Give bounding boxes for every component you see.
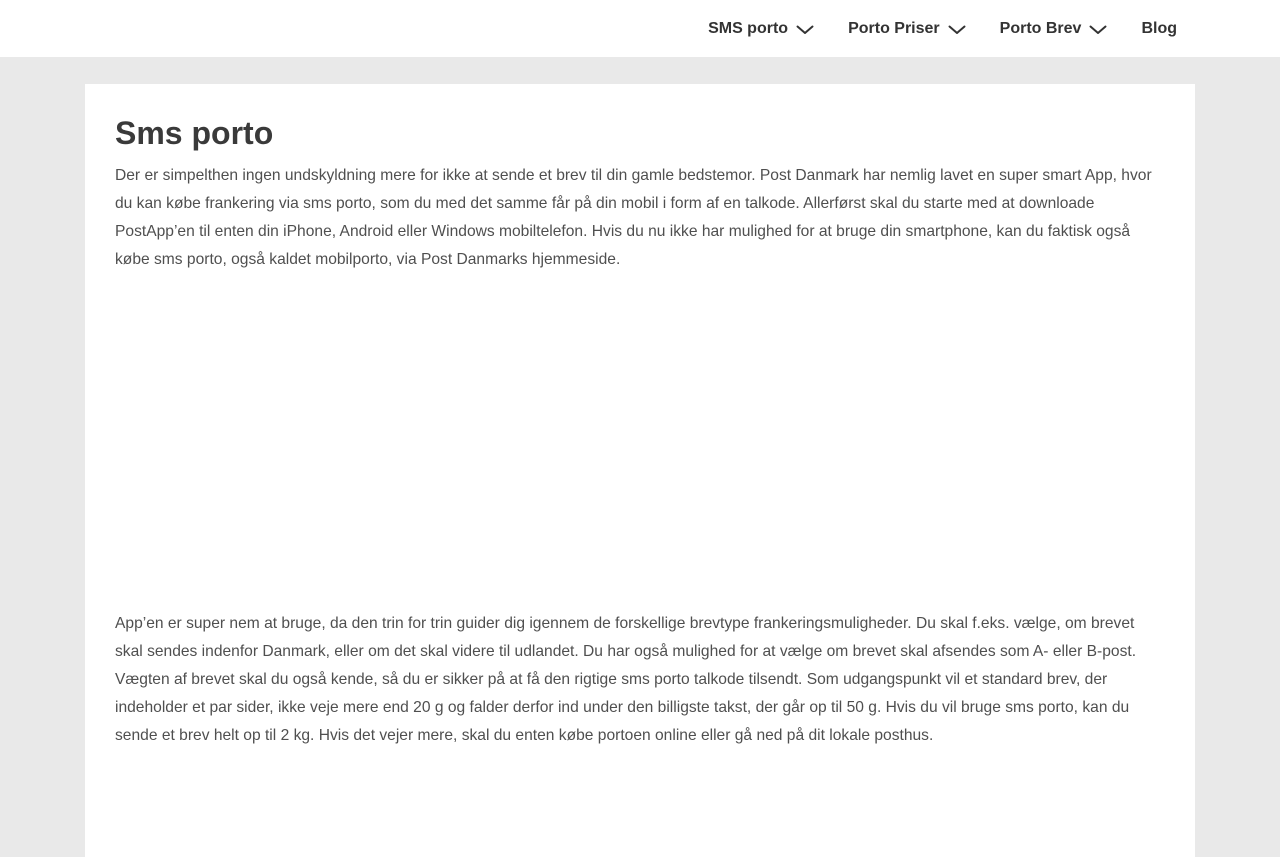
empty-media-placeholder [115,302,1165,582]
article-paragraph-2: App’en er super nem at bruge, da den trin for trin guider dig igennem de forskellige brevtype frankeringsmuligheder. Du skal f.eks. vælge, om brevet skal sendes indenfor Danmark, eller om det skal videre til udlandet. Du har også mulighed for at vælge om brevet skal afsendes som A- eller B-post. Vægten af brevet skal du også kende, så du er sikker på at få den rigtige sms porto talkode tilsendt. Som udgangspunkt vil et standard brev, der indeholder et par sider, ikke veje mere end 20 g og falder derfor ind under den billigste takst, der går op til 50 g. Hvis du vil bruge sms porto, kan du sende et brev helt op til 2 kg. Hvis det vejer mere, skal du enten købe portoen online eller gå ned på dit lokale posthus. [115,615,1137,745]
nav-item-blog[interactable] [1141,20,1177,38]
nav-item-label: Porto Priser [848,19,940,37]
article-paragraph-1: Der er simpelthen ingen undskyldning mere for ikke at sende et brev til din gamle bedstemor. Post Danmark har nemlig lavet en super smart App, hvor du kan købe frankering via sms porto, som du med det samme får på din mobil i form af en talkode. Allerførst skal du starte med at downloade PostApp’en til enten din iPhone, Android eller Windows mobiltelefon. Hvis du nu ikke har mulighed for at bruge din smartphone, kan du faktisk også købe sms porto, også kaldet mobilporto, via Post Danmarks hjemmeside. [115,167,1152,269]
main-nav [708,20,1177,38]
nav-item-porto-priser[interactable] [848,20,966,38]
chevron-down-icon [796,25,814,35]
site-header [0,0,1280,57]
nav-item-label: Blog [1141,19,1177,37]
chevron-down-icon [948,25,966,35]
nav-item-label: Porto Brev [999,19,1082,37]
article-card [85,84,1195,857]
nav-item-porto-brev[interactable] [1000,20,1108,38]
nav-item-label: SMS porto [708,19,789,37]
chevron-down-icon [1089,25,1107,35]
nav-item-sms-porto[interactable] [708,20,814,38]
page-title: Sms porto [115,115,274,151]
